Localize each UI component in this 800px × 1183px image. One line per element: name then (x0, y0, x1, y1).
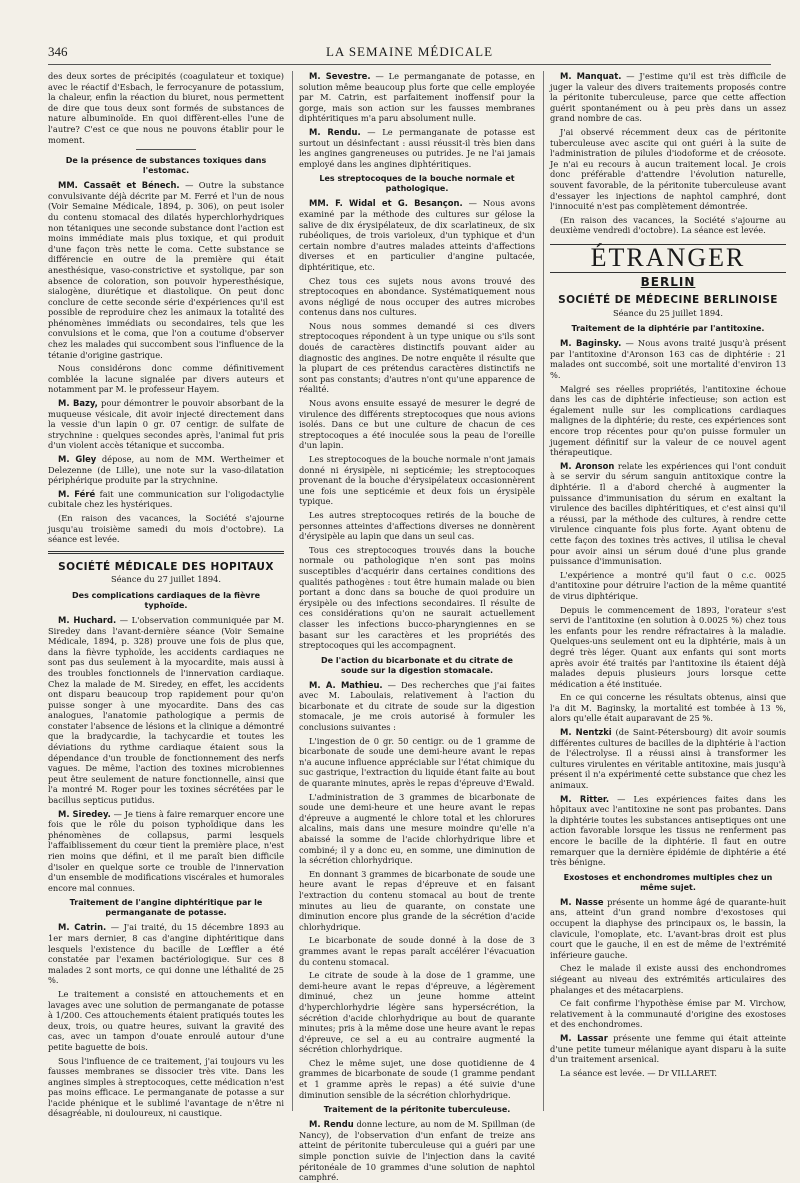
paragraph-text: (de Saint-Pétersbourg) dit avoir soumis différentes cultures de bacilles de la diphtérie à l'action de l'électrolyse. Il a réussi ainsi à transformer les cultures virulentes en véritable antitoxine, mais jusqu'à présent il n'a expérimenté cette substance que chez les animaux. (550, 727, 786, 791)
speaker-name: MM. Cassaët et Bénech. (58, 180, 180, 191)
paragraph (550, 794, 786, 868)
speaker-name: M. Gley (58, 454, 97, 464)
paragraph: En ce qui concerne les résultats obtenus, ainsi que l'a dit M. Baginsky, la mortalité est tombée à 13 %, alors qu'elle était auparavant de 25 %. (550, 692, 786, 724)
paragraph: En donnant 3 grammes de bicarbonate de soude une heure avant le repas d'épreuve et en faisant l'extraction du contenu stomacal au bout de trente minutes au lieu de quarante, on constate une diminution encore plus grande de la sécrétion d'acide chlorhydrique. (299, 868, 535, 932)
paragraph (299, 127, 535, 169)
paragraph-text: — Nous avons traité jusqu'à présent par l'antitoxine d'Aronson 163 cas de diphtérie : 21 malades ont succombé, soit une mortalité d'environ 13 %. (550, 338, 786, 381)
speaker-name: M. A. Mathieu. (309, 679, 383, 690)
paragraph: Chez le même sujet, une dose quotidienne de 4 grammes de bicarbonate de soude (1 gramme pendant et 1 gramme après le repas) a été suivie d'une diminution sensible de la sécrétion chlorhydrique. (299, 1057, 535, 1100)
paragraph-text: — L'observation communiquée par M. Siredey dans l'avant-dernière séance (Voir Semaine Médicale, 1894, p. 328) prouve une fois de plus que, dans la fièvre typhoïde, les accidents cardiaques ne sont pas dus seulement à la myocardite, mais aussi à des troubles fonctionnels de l'innervation cardiaque. Chez la malade de M. Siredey, en effet, les accidents ont disparu beaucoup trop rapidement pour qu'on puisse songer à une myocardite. Dans des cas analogues, l'anatomie pathologique a permis de constater l'absence de lésions et la clinique a démontré que la bradycardie, la tachycardie et toutes les déviations du rythme cardiaque étaient sous la dépendance d'un trouble de fonctionnement des nerfs vagues. De même, l'action des toxines microbiennes peut être seulement de nature fonctionnelle, ainsi que l'a montré M. Roger pour les toxines sécrétées par le bacillus septicus putidus. (48, 614, 284, 806)
paragraph (48, 489, 284, 510)
paragraph-text: — Le permanganate de potasse, en solution même beaucoup plus forte que celle employée par M. Catrin, est parfaitement inoffensif pour la gorge, mais son action sur les fausses membranes diphtéritiques m'a paru absolument nulle. (299, 71, 536, 124)
speaker-name: M. Ritter. (560, 793, 610, 804)
closing-line: La séance est levée. — Dr VILLARET. (560, 1067, 717, 1078)
paragraph-text: — Je tiens à faire remarquer encore une fois que le rôle du poison typhoïdique dans les phénomènes de collapsus, parmi lesquels l'affaiblissement du cœur tient la première place, n'est rien moins que défini, et il me paraît bien difficile d'isoler en quelque sorte ce trouble de l'innervation d'un ensemble de modifications viscérales et humorales encore mal connues. (48, 808, 284, 893)
paragraph: Le traitement a consisté en attouchements et en lavages avec une solution de permanganate de potasse à 1/200. Ces attouchements étaient pratiqués toutes les deux, trois, ou quatre heures, suivant la gravité des cas, avec un tampon d'ouate enroulé autour d'une petite baguette de bois. (48, 988, 284, 1052)
paragraph: Nous considérons donc comme définitivement comblée la lacune signalée par divers auteurs et notamment par M. le professeur Hayem. (48, 363, 284, 395)
section-heading: Exostoses et enchondromes multiples chez un même sujet. (563, 872, 773, 892)
paragraph (550, 338, 786, 380)
paragraph: L'administration de 3 grammes de bicarbonate de soude une demi-heure et une heure avant le repas d'épreuve a augmenté le chlore total et les chlorures alcalins, mais dans une mesure moindre qu'elle n'a abaissé la somme de l'acide chlorhydrique libre et combiné; il y a donc eu, en somme, une diminution de la sécrétion chlorhydrique. (299, 791, 535, 866)
section-banner: ÉTRANGER (550, 244, 786, 273)
session-date: Séance du 27 juillet 1894. (110, 574, 222, 585)
divider (136, 149, 196, 150)
adjournment-note: (En raison des vacances, la Société s'ajourne jusqu'au troisième samedi du mois d'octobre). La séance est levée. (48, 512, 284, 545)
paragraph: des deux sortes de précipités (coagulateur et toxique) avec le réactif d'Esbach, le ferrocyanure de potassium, la chaleur, enfin la réaction du biuret, nous permettent de dire que tous deux sont formés de substances de nature albuminoïde. En quoi diffèrent-elles l'une de l'autre? C'est ce que nous ne pouvons établir pour le moment. (48, 71, 284, 145)
speaker-name: M. Rendu. (309, 126, 361, 137)
column-3 (543, 71, 786, 1111)
speaker-name: M. Aronson (560, 460, 615, 471)
speaker-name: M. Siredey. (58, 808, 111, 819)
column-2 (292, 71, 536, 1183)
paragraph (550, 897, 786, 961)
paragraph: Les streptocoques de la bouche normale n'ont jamais donné ni érysipèle, ni septicémie; les streptocoques provenant de la bouche d'érysipélateux occasionnèrent une fois une septicémie et deux fois un érysipèle typique. (299, 454, 535, 507)
society-title: SOCIÉTÉ DE MÉDECINE BERLINOISE (558, 294, 778, 307)
paragraph (550, 1033, 786, 1065)
paragraph (550, 461, 786, 567)
paragraph (48, 615, 284, 806)
paragraph-text: dépose, au nom de MM. Wertheimer et Delezenne (de Lille), une note sur la vaso-dilatation périphérique produite par la strychnine. (48, 454, 284, 486)
speaker-name: M. Manquat. (560, 71, 622, 81)
speaker-name: M. Huchard. (58, 614, 117, 625)
paragraph: Sous l'influence de ce traitement, j'ai toujours vu les fausses membranes se dissocier très vite. Dans les angines simples à streptocoques, cette médication n'est pas moins efficace. Le permanganate de potasse a sur l'acide phénique et le sublimé l'avantage de n'être ni désagréable, ni douloureux, ni caustique. (48, 1055, 284, 1119)
speaker-name: M. Lassar (560, 1032, 608, 1043)
page-number: 346 (48, 44, 68, 59)
columns (48, 71, 787, 1183)
paragraph (299, 1119, 535, 1183)
paragraph-text: — J'ai traité, du 15 décembre 1893 au 1er mars dernier, 8 cas d'angine diphtéritique dans lesquels l'existence du bacille de Lœffler a été constatée par l'examen bactériologique. Sur ces 8 malades 2 sont morts, ce qui donne une léthalité de 25 %. (48, 922, 285, 986)
paragraph: Les autres streptocoques retirés de la bouche de personnes atteintes d'affections diverses ne donnèrent d'érysipèle au lapin que dans un seul cas. (299, 509, 535, 542)
society-title: SOCIÉTÉ MÉDICALE DES HOPITAUX (58, 560, 274, 573)
paragraph: Chez tous ces sujets nous avons trouvé des streptocoques en abondance. Systématiquement nous avons négligé de nous occuper des autres microbes contenus dans nos cultures. (299, 275, 535, 318)
paragraph: Ce fait confirme l'hypothèse émise par M. Virchow, relativement à la communauté d'origine des exostoses et des enchondromes. (550, 998, 786, 1030)
paragraph-text: pour démontrer le pouvoir absorbant de la muqueuse vésicale, dit avoir injecté directement dans la vessie d'un lapin 0 gr. 07 centigr. de sulfate de strychnine : quelques secondes après, l'animal fut pris d'un violent accès tétanique et succomba. (48, 398, 284, 451)
column-1 (48, 71, 285, 1119)
paragraph: L'expérience a montré qu'il faut 0 c.c. 0025 d'antitoxine pour détruire l'action de la même quantité de virus diphtérique. (550, 569, 786, 601)
paragraph: Nous nous sommes demandé si ces divers streptocoques répondent à un type unique ou s'ils sont doués de caractères distinctifs pouvant aider au diagnostic des angines. De notre enquête il résulte que la plupart de ces prétendus caractères distinctifs ne sont pas constants; d'autres n'ont qu'une apparence de réalité. (299, 320, 535, 395)
section-heading: Traitement de la péritonite tuberculeuse. (323, 1105, 511, 1115)
paragraph: Tous ces streptocoques trouvés dans la bouche normale ou pathologique n'en sont pas moins susceptibles d'acquérir dans certaines conditions des qualités pathogènes : tout être humain malade ou bien portant a donc dans sa bouche de quoi produire un érysipèle ou des infections secondaires. Il résulte de ces considérations qu'on ne saurait actuellement classer les infections bucco-pharyngiennes en se basant sur les caractères et les propriétés des streptocoques qui les accompagnent. (299, 544, 535, 651)
paragraph-text: — Des recherches que j'ai faites avec M. Laboulais, relativement à l'action du bicarbonate et du citrate de soude sur la digestion stomacale, je me crois autorisé à formuler les conclusions suivantes : (299, 679, 535, 733)
paragraph-text: — Les expériences faites dans les hôpitaux avec l'antitoxine ne sont pas probantes. Dans la diphtérie toutes les substances antiseptiques ont une action favorable lorsque les tissus ne renferment pas encore le bacille de la diphtérie. Il faut en outre remarquer que la dernière épidémie de diphtérie a été très bénigne. (550, 793, 786, 868)
section-heading: Des complications cardiaques de la fièvre typhoïde. (72, 590, 260, 610)
speaker-name: M. Féré (58, 488, 96, 499)
paragraph: J'ai observé récemment deux cas de péritonite tuberculeuse avec ascite qui ont guéri à la suite de l'administration de pilules d'iodoforme et de créosote. Je n'ai eu recours à aucun traitement local. Je crois donc préférable d'attendre l'évolution naturelle, souvent favorable, de la péritonite tuberculeuse avant d'essayer les injections de naphtol camphré, dont l'innocuité n'est pas complètement démontrée. (550, 126, 786, 212)
paragraph-text: présente une femme qui était atteinte d'une petite tumeur mélanique ayant disparu à la suite d'un traitement arsenical. (550, 1032, 787, 1065)
section-heading: Les streptocoques de la bouche normale et pathologique. (319, 174, 515, 194)
page-header (48, 44, 771, 65)
speaker-name: M. Nentzki (560, 727, 612, 738)
section-heading: Traitement de la diphtérie par l'antitoxine. (571, 324, 765, 334)
double-rule (48, 551, 284, 554)
paragraph (48, 809, 284, 894)
section-heading: Traitement de l'angine diphtéritique par le permanganate de potasse. (69, 898, 263, 918)
section-heading: De l'action du bicarbonate et du citrate de soude sur la digestion stomacale. (321, 655, 513, 675)
paragraph: Depuis le commencement de 1893, l'orateur s'est servi de l'antitoxine (en solution à 0.0025 %) chez tous les enfants pour les rendre réfractaires à la maladie. Quelques-uns seulement ont eu la diphtérie, mais à un degré très léger. Quant aux enfants qui sont morts après avoir été traités par l'antitoxine ils étaient déjà malades depuis plusieurs jours lorsque cette médication a été instituée. (550, 604, 786, 689)
adjournment-note: (En raison des vacances, la Société s'ajourne au deuxième vendredi d'octobre). La séance est levée. (550, 214, 786, 236)
paragraph: Le bicarbonate de soude donné à la dose de 3 grammes avant le repas paraît accélérer l'évacuation du contenu stomacal. (299, 935, 535, 967)
paragraph-text: fait une communication sur l'oligodactylie cubitale chez les hystériques. (48, 488, 285, 510)
paragraph (550, 71, 786, 124)
paragraph-text: donne lecture, au nom de M. Spillman (de Nancy), de l'observation d'un enfant de treize ans atteint de péritonite tuberculeuse qui a guéri par une simple ponction suivie de l'injection dans la cavité péritonéale de 10 grammes d'une solution de naphtol camphré. (299, 1119, 535, 1183)
speaker-name: M. Bazy, (58, 398, 98, 409)
paragraph (48, 922, 284, 986)
speaker-name: MM. F. Widal et G. Besançon. (309, 198, 463, 209)
paragraph-text: relate les expériences qui l'ont conduit à se servir du sérum sanguin antitoxique contre la diphtérie. Il a d'abord cherché à augmenter la puissance d'immunisation du sérum en exaltant la virulence des bacilles diphtéritiques, et c'est ainsi qu'il a réussi, par la méthode des cultures, à rendre cette virulence cinquante fois plus forte. Ayant obtenu de cette façon des toxines très actives, il utilisa le cheval pour avoir ainsi un sérum doué d'une plus grande puissance d'immunisation. (550, 460, 786, 567)
journal-title: LA SEMAINE MÉDICALE (325, 44, 494, 59)
paragraph (48, 398, 284, 451)
speaker-name: M. Rendu (309, 1119, 354, 1130)
paragraph (299, 198, 535, 272)
city-heading: BERLIN (640, 274, 696, 289)
paragraph-text: — Nous avons examiné par la méthode des cultures sur gélose la salive de dix érysipélateux, de dix scarlatineux, de six rubéoliques, de trois varioleux, d'un typhique et d'un certain nombre d'autres malades atteints d'affections diverses et en particulier d'angine pultacée, diphtéritique, etc. (299, 198, 535, 272)
speaker-name: M. Nasse (560, 896, 604, 907)
speaker-name: M. Catrin. (58, 922, 107, 933)
paragraph-text: — Outre la substance convulsivante déjà décrite par M. Ferré et l'un de nous (Voir Semaine Médicale, 1894, p. 306), on peut isoler du contenu stomacal des dilatés hyperchlorhydriques non tétaniques une seconde substance dont l'action est moins immédiate mais plus toxique, et qui produit d'une façon très nette le coma. Cette substance se différencie en outre de la première qui était anesthésique, vaso-constrictive et systolique, par son absence de coloration, son pouvoir hyperesthésique, sialogène, diurétique et diastolique. On peut donc conclure de cette seconde série d'expériences qu'il est possible de reproduire chez les animaux la totalité des phénomènes immédiats ou secondaires, tels que les convulsions et le coma, que l'on a coutume d'observer chez les malades qui succombent sous l'influence de la tétanie d'origine gastrique. (48, 180, 284, 360)
speaker-name: M. Baginsky. (560, 338, 622, 349)
paragraph-text: présente un homme âgé de quarante-huit ans, atteint d'un grand nombre d'exostoses qui occupent la diaphyse des principaux os, le bassin, la clavicule, l'omoplate, etc. L'avant-bras droit est plus court que le gauche, il en est de même de l'extrémité inférieure gauche. (550, 896, 786, 960)
speaker-name: M. Sevestre. (309, 71, 371, 81)
section-heading: De la présence de substances toxiques dans l'estomac. (65, 156, 267, 176)
paragraph (48, 180, 284, 360)
paragraph-text: — Le permanganate de potasse est surtout un désinfectant : aussi réussit-il très bien dans les angines gangreneuses ou putrides. Je ne l'ai jamais employé dans les angines diphtéritiques. (299, 126, 535, 169)
paragraph (299, 680, 535, 733)
session-date: Séance du 25 juillet 1894. (612, 307, 724, 318)
paragraph: Chez le malade il existe aussi des enchondromes siégeant au niveau des extrémités articulaires des phalanges et des métacarpiens. (550, 963, 786, 995)
paragraph: L'ingestion de 0 gr. 50 centigr. ou de 1 gramme de bicarbonate de soude une demi-heure avant le repas n'a aucune influence appréciable sur l'état chimique du suc gastrique, l'extraction du liquide étant faite au bout de quarante minutes, après le repas d'épreuve d'Ewald. (299, 735, 535, 789)
paragraph (299, 71, 535, 124)
paragraph-text: — J'estime qu'il est très difficile de juger la valeur des divers traitements proposés contre la péritonite tuberculeuse, parce que cette affection guérit spontanément ou à peu près dans un assez grand nombre de cas. (550, 71, 786, 124)
paragraph (48, 454, 284, 486)
paragraph: Malgré ses réelles propriétés, l'antitoxine échoue dans les cas de diphtérie infectieuse; son action est également nulle sur les complications cardiaques malignes de la diphtérie; du reste, ces expériences sont encore trop récentes pour qu'on puisse formuler un jugement définitif sur la valeur de ce nouvel agent thérapeutique. (550, 383, 786, 458)
paragraph (550, 727, 786, 791)
paragraph: Nous avons ensuite essayé de mesurer le degré de virulence des différents streptocoques que nous avions isolés. Dans ce but une culture de chacun de ces streptocoques a été inoculée sous la peau de l'oreille d'un lapin. (299, 398, 535, 451)
paragraph: Le citrate de soude à la dose de 1 gramme, une demi-heure avant le repas d'épreuve, a légèrement diminué, chez un jeune homme atteint d'hyperchlorhydrie légère sans hypersécrétion, la sécrétion d'acide chlorhydrique au bout de quarante minutes; pris à la même dose une heure avant le repas d'épreuve, ce sel a eu au contraire augmenté la sécrétion chlorhydrique. (299, 970, 535, 1055)
